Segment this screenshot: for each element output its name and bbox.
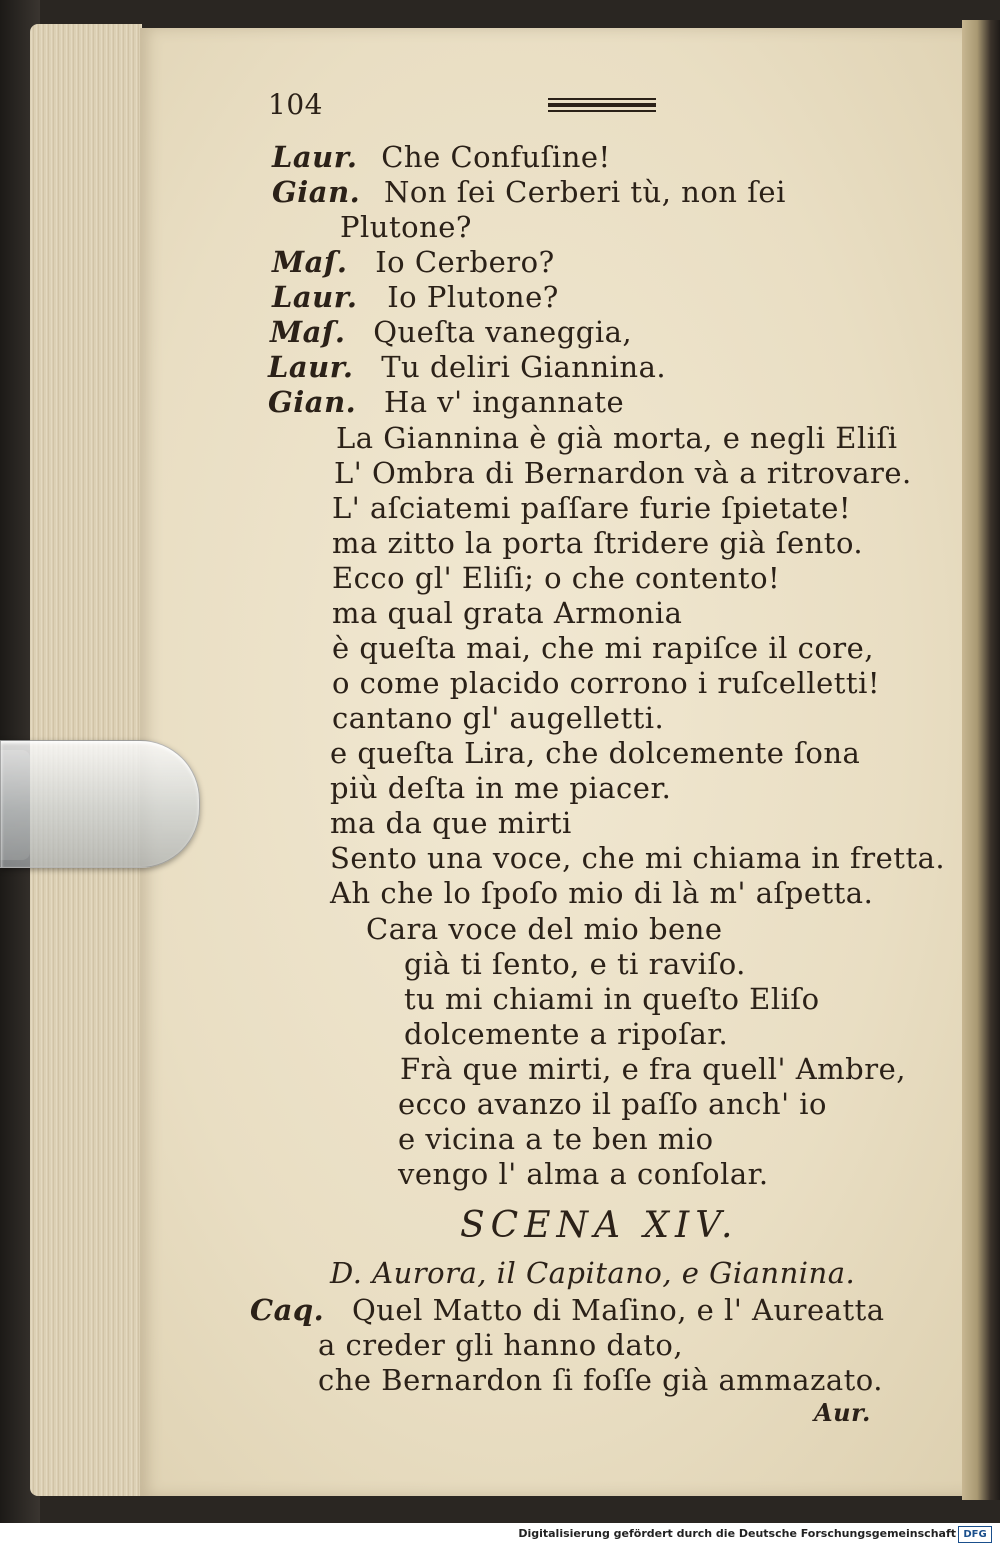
speaker-name: Caq. (250, 1293, 325, 1327)
verse-line: L' Ombra di Bernardon và a ritrovare. (334, 456, 912, 490)
verse-line: Ecco gl' Eliſi; o che contento! (332, 561, 781, 595)
verse-line: Sento una voce, che mi chiama in fretta. (330, 841, 946, 875)
line-text: Che Confuſine! (381, 140, 611, 174)
footer-bar (0, 1523, 1000, 1545)
dialogue-line (272, 280, 559, 314)
scene-title: SCENA XIV. (460, 1205, 739, 1246)
verse-line: Plutone? (340, 210, 472, 244)
footer-credit: Digitalisierung gefördert durch die Deutsche Forschungsgemeinschaft (518, 1527, 956, 1540)
dialogue-line (268, 385, 624, 419)
line-text: Queſta vaneggia, (373, 315, 633, 349)
dialogue-line (268, 350, 666, 384)
verse-line: ma da que mirti (330, 806, 572, 840)
verse-line: cantano gl' augelletti. (332, 701, 665, 735)
speaker-name: Maſ. (270, 315, 346, 349)
aria-line: tu mi chiami in queſto Eliſo (404, 982, 820, 1016)
line-text: Ha v' ingannate (383, 385, 625, 419)
dfg-logo: DFG (958, 1526, 992, 1543)
line-text: Io Plutone? (387, 280, 559, 314)
aria-line: già ti ſento, e ti raviſo. (404, 947, 746, 981)
dialogue-line (270, 315, 632, 349)
page-number: 104 (268, 88, 323, 121)
verse-line: che Bernardon ſi foſſe già ammazato. (318, 1363, 883, 1397)
verse-line: ma qual grata Armonia (332, 596, 683, 630)
speaker-name: Gian. (272, 175, 361, 209)
catchword: Aur. (814, 1398, 871, 1427)
dialogue-line (250, 1293, 885, 1327)
aria-line: vengo l' alma a conſolar. (398, 1157, 769, 1191)
aria-line: e vicina a te ben mio (398, 1122, 714, 1156)
aria-line: ecco avanzo il paſſo anch' io (398, 1087, 827, 1121)
page-holder-clip (0, 740, 200, 868)
aria-line: Frà que mirti, e fra quell' Ambre, (400, 1052, 906, 1086)
speaker-name: Gian. (268, 385, 357, 419)
line-text: Io Cerbero? (375, 245, 555, 279)
scene-cast: D. Aurora, il Capitano, e Giannina. (330, 1256, 856, 1290)
verse-line: o come placido corrono i ruſcelletti! (332, 666, 881, 700)
line-text: Non ſei Cerberi tù, non ſei (383, 175, 786, 209)
aria-line: dolcemente a ripoſar. (404, 1017, 729, 1051)
verse-line: Ah che lo ſpoſo mio di là m' aſpetta. (330, 876, 874, 910)
verse-line: è queſta mai, che mi rapiſce il core, (332, 631, 875, 665)
verse-line: a creder gli hanno dato, (318, 1328, 684, 1362)
dialogue-line (272, 245, 555, 279)
dialogue-line (272, 140, 611, 174)
verse-line: più deſta in me piacer. (330, 771, 672, 805)
header-rule (548, 98, 656, 112)
verse-line: ma zitto la porta ſtridere già ſento. (332, 526, 864, 560)
speaker-name: Laur. (272, 140, 358, 174)
facing-page-edge (962, 20, 1000, 1500)
speaker-name: Laur. (272, 280, 358, 314)
verse-line: La Giannina è già morta, e negli Eliſi (336, 421, 898, 455)
aria-line: Cara voce del mio bene (366, 912, 723, 946)
verse-line: L' aſciatemi paſſare furie ſpietate! (332, 491, 852, 525)
dialogue-line (272, 175, 786, 209)
line-text: Tu deliri Giannina. (381, 350, 667, 384)
line-text: Quel Matto di Maſino, e l' Aureatta (351, 1293, 885, 1327)
speaker-name: Maſ. (272, 245, 348, 279)
speaker-name: Laur. (268, 350, 354, 384)
verse-line: e queſta Lira, che dolcemente ſona (330, 736, 861, 770)
